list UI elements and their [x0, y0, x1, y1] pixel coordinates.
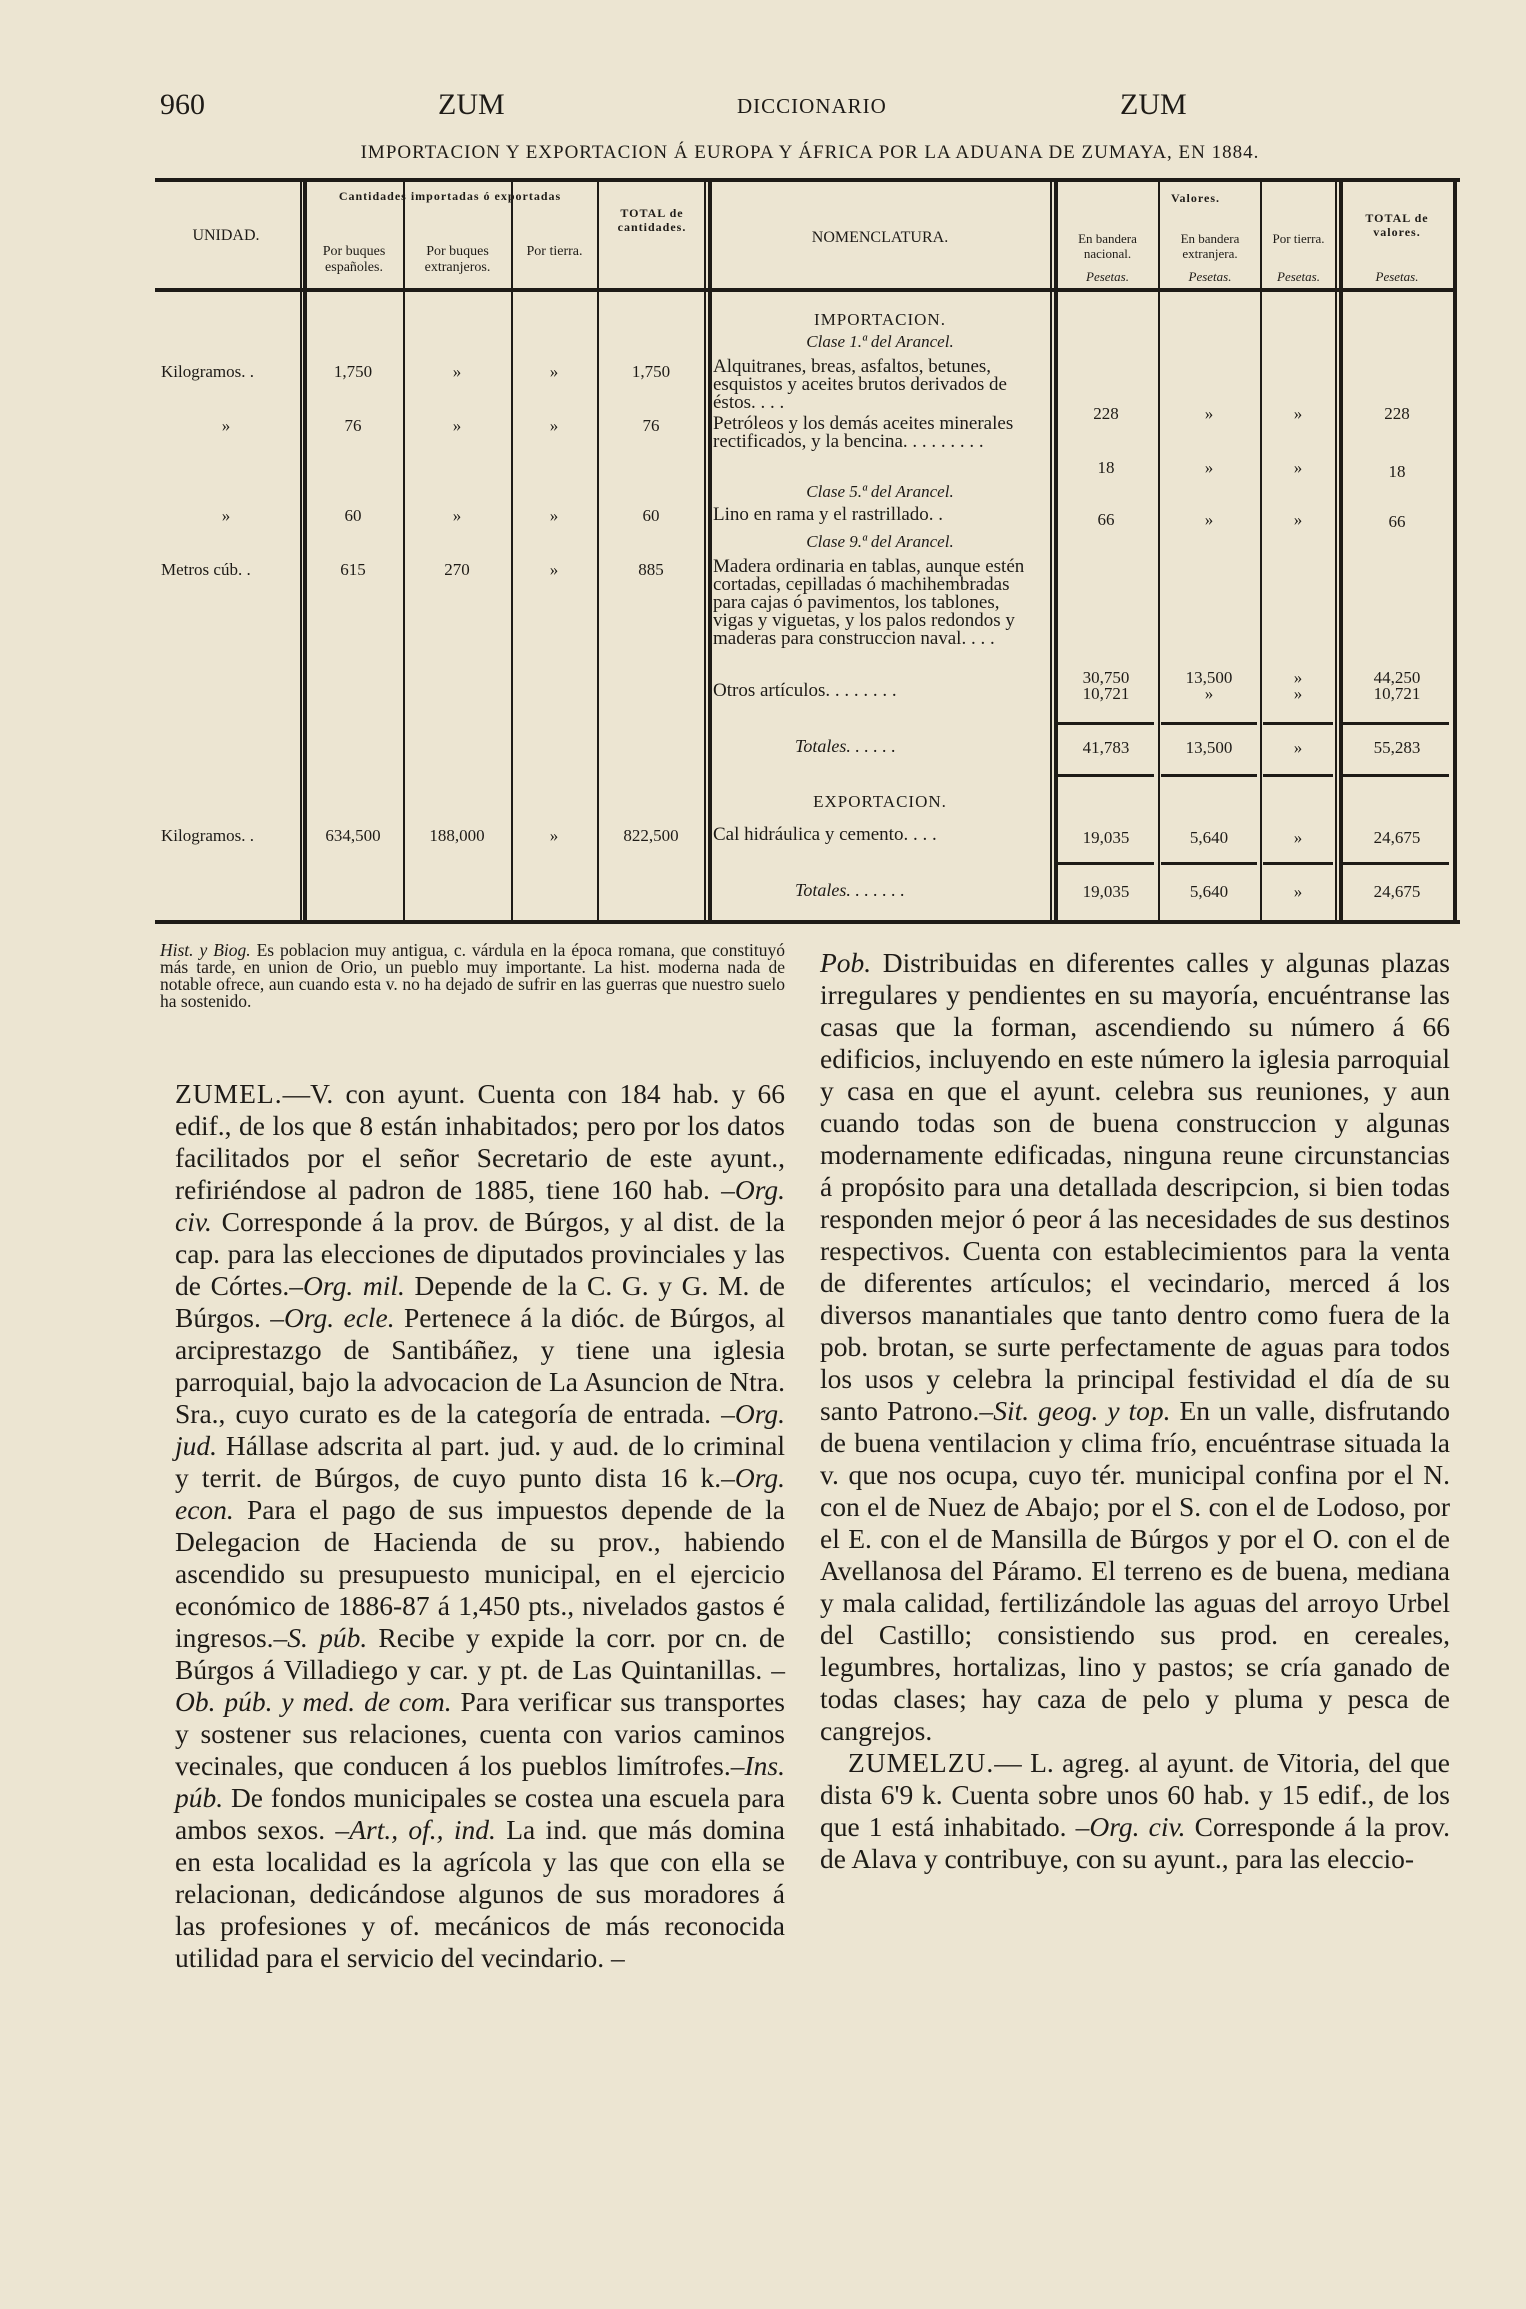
totals-label: Totales. . . . . . [795, 736, 896, 756]
section-label: Org. civ. [1089, 1811, 1186, 1842]
cell-total: 822,500 [623, 826, 679, 845]
total-value: 19,035 [1082, 882, 1130, 901]
cell-nomenclatura: Alquitranes, breas, asfaltos, betunes, esquistos y aceites brutos derivados de éstos. . . . [713, 356, 1007, 413]
col-divider [1339, 182, 1343, 920]
totals-rule [1343, 774, 1449, 777]
col-divider [1453, 182, 1457, 920]
entry-text: Pertenece á la dióc. de Búrgos, al arciprestazgo de Santibáñez, y tiene una iglesia parroquial, bajo la advocacion de La Asuncion de Ntra. Sra., cuyo curato es de la categoría de entrada. – [175, 1302, 785, 1429]
col-divider [704, 182, 706, 920]
totals-rule [1058, 722, 1154, 725]
header-unidad: UNIDAD. [192, 227, 260, 244]
section-exportacion: EXPORTACION. [813, 792, 947, 811]
history-note [160, 942, 785, 1010]
cell-total: 1,750 [631, 362, 671, 381]
cell-total: 60 [642, 506, 660, 525]
cell-unidad: Metros cúb. . [161, 560, 251, 579]
cell-nomenclatura: Petróleos y los demás aceites minerales rectificados, y la bencina. . . . . . . . . [713, 413, 1014, 452]
cell-value-total: 10,721 [1373, 684, 1421, 703]
total-value: 24,675 [1373, 882, 1421, 901]
col-divider [1260, 182, 1262, 920]
header-por-tierra: Por tierra. [526, 244, 583, 259]
totals-rule [1058, 862, 1154, 865]
col-divider [403, 182, 405, 920]
cell-value: » [1204, 510, 1214, 529]
table-caption: IMPORTACION Y EXPORTACION Á EUROPA Y ÁFRICA POR LA ADUANA DE ZUMAYA, EN 1884. [360, 142, 1260, 163]
cell-value: 13,500 [1185, 668, 1233, 687]
cell-value: » [1293, 684, 1303, 703]
cell-value: » [1204, 404, 1214, 423]
entry-text: Para verificar sus transportes y sostener sus relaciones, cuenta con varios caminos vecinales, que conducen á los pueblos limítrofes.– [175, 1686, 785, 1781]
clase-label: Clase 5.ª del Arancel. [806, 482, 954, 501]
col-divider [597, 182, 599, 920]
total-value: » [1293, 738, 1303, 757]
col-divider [1050, 182, 1052, 920]
header-total-valores: TOTAL de valores. [1365, 211, 1429, 239]
entry-text: En un valle, disfrutando de buena ventilacion y clima frío, encuéntrase situada la v. que nos ocupa, cuyo tér. municipal confina por el N. con el de Nuez de Abajo; por el S. con el de Lodoso, por el E. con el de Mansilla de Búrgos y por el O. con el de Avellanosa del Páramo. El terreno es de buena, mediana y mala calidad, fertilizándole las aguas del arroyo Urbel del Castillo; consistiendo sus prod. en cereales, legumbres, hortalizas, lino y pastos; se cría ganado de todas clases; hay caza de pelo y pluma y pesca de cangrejos. [820, 1395, 1450, 1746]
cell-quantity: 188,000 [429, 826, 485, 845]
entry-text: La ind. que más domina en esta localidad es la agrícola y las que con ella se relacionan, dedicándose algunos de sus moradores á las profesiones y of. mecánicos de más reconocida utilidad para el servicio del vecindario. – [175, 1814, 786, 1973]
cell-quantity: 1,750 [333, 362, 373, 381]
header-valores-tierra: Por tierra. [1272, 231, 1325, 246]
cell-value-total: 18 [1388, 462, 1406, 481]
totals-label: Totales. . . . . . . [795, 880, 905, 900]
cell-value: » [1293, 510, 1303, 529]
cell-quantity: 60 [344, 506, 362, 525]
header-buques-extranjeros: Por buques extranjeros. [424, 244, 491, 276]
totals-rule [1161, 722, 1257, 725]
cell-total: 885 [638, 560, 664, 579]
cell-value: » [1293, 404, 1303, 423]
entry-text: De fondos municipales se costea una escuela para ambos sexos. – [175, 1782, 785, 1845]
cell-value: » [1204, 458, 1214, 477]
header-pesetas: Pesetas. [1188, 269, 1232, 284]
cell-value: 5,640 [1189, 828, 1229, 847]
header-rule [155, 291, 1455, 292]
header-valores: Valores. [1170, 191, 1220, 205]
history-text: Es poblacion muy antigua, c. várdula en la época romana, que constituyó más tarde, en union de Orio, un pueblo muy importante. La hist. moderna nada de notable ofrece, aun cuando esta v. no ha dejado de sufrir en las guerras que nuestro suelo ha sostenido. [160, 940, 786, 1011]
cell-total: 76 [642, 416, 660, 435]
cell-value: 30,750 [1082, 668, 1130, 687]
entry-text: Hállase adscrita al part. jud. y aud. de lo criminal y territ. de Búrgos, de cuyo punto dista 16 k.– [175, 1430, 785, 1493]
section-label: Org. civ. [175, 1174, 785, 1237]
page-number: 960 [160, 88, 205, 121]
col-divider [303, 182, 307, 920]
header-right-word: ZUM [1120, 88, 1187, 121]
entry-zumel-continued [820, 947, 1450, 1747]
cell-value-total: 24,675 [1373, 828, 1421, 847]
entry-zumelzu [820, 1747, 1450, 1875]
cell-unidad: » [221, 506, 231, 525]
total-value: 13,500 [1185, 738, 1233, 757]
cell-nomenclatura: Madera ordinaria en tablas, aunque estén cortadas, cepilladas ó machihembradas para cajas ó pavimentos, los tablones, vigas y viguetas, y los palos redondos y maderas para construccion naval. . . . [713, 556, 1025, 649]
customs-table [155, 178, 1460, 924]
cell-quantity: 76 [344, 416, 362, 435]
entry-text: —V. con ayunt. Cuenta con 184 hab. y 66 edif., de los que 8 están inhabitados; pero por los datos facilitados por el señor Secretario de este ayunt., refiriéndose al padron de 1885, tiene 160 hab. – [175, 1078, 785, 1205]
entry-text: Para el pago de sus impuestos depende de la Delegacion de Hacienda de su prov., habiendo ascendido su presupuesto municipal, en el ejercicio económico de 1886-87 á 1,450 pts., nivelados gastos é ingresos.– [175, 1494, 785, 1653]
cell-quantity: 615 [340, 560, 366, 579]
section-label: Sit. geog. y top. [993, 1395, 1171, 1426]
running-header [160, 88, 1460, 128]
entry-text: Depende de la C. G. y G. M. de Búrgos. – [175, 1270, 785, 1333]
header-bandera-extranjera: En bandera extranjera. [1180, 231, 1240, 261]
totals-rule [1263, 774, 1333, 777]
col-divider [1158, 182, 1160, 920]
total-value: 5,640 [1189, 882, 1229, 901]
entry-title: ZUMEL. [175, 1078, 283, 1109]
cell-nomenclatura: Cal hidráulica y cemento. . . . [713, 824, 937, 845]
section-label: Org. ecle. [283, 1302, 395, 1333]
totals-rule [1161, 774, 1257, 777]
section-label: Org. mil. [303, 1270, 405, 1301]
cell-value-total: 66 [1388, 512, 1406, 531]
section-label: Pob. [820, 947, 872, 978]
section-label: Ob. púb. y med. de com. [175, 1686, 452, 1717]
cell-nomenclatura: Lino en rama y el rastrillado. . [713, 504, 944, 525]
header-total-cantidades: TOTAL de cantidades. [617, 206, 687, 234]
totals-rule [1263, 722, 1333, 725]
cell-quantity: » [549, 416, 559, 435]
entry-zumel [175, 1078, 785, 1974]
cell-value-total: 44,250 [1373, 668, 1421, 687]
cell-quantity: 270 [444, 560, 470, 579]
cell-quantity: 634,500 [325, 826, 381, 845]
cell-unidad: » [221, 416, 231, 435]
entry-title: ZUMELZU. [848, 1747, 995, 1778]
total-value: 55,283 [1373, 738, 1421, 757]
section-label: S. púb. [287, 1622, 368, 1653]
cell-value: 19,035 [1082, 828, 1130, 847]
header-pesetas: Pesetas. [1086, 269, 1129, 284]
cell-quantity: » [549, 826, 559, 845]
cell-quantity: » [452, 416, 462, 435]
total-value: 41,783 [1082, 738, 1130, 757]
header-title: DICCIONARIO [737, 94, 887, 118]
cell-quantity: » [452, 362, 462, 381]
totals-rule [1058, 774, 1154, 777]
cell-value: 10,721 [1082, 684, 1130, 703]
totals-rule [1343, 722, 1449, 725]
cell-unidad: Kilogramos. . [161, 362, 255, 381]
section-label: Org. econ. [175, 1462, 785, 1525]
header-nomenclatura: NOMENCLATURA. [811, 229, 949, 246]
clase-label: Clase 9.ª del Arancel. [806, 532, 954, 551]
header-buques-espanoles: Por buques españoles. [322, 244, 386, 276]
header-pesetas: Pesetas. [1375, 269, 1419, 284]
cell-value-total: 228 [1384, 404, 1410, 423]
cell-value: 18 [1097, 458, 1115, 477]
cell-value: 66 [1097, 510, 1115, 529]
section-importacion: IMPORTACION. [814, 310, 946, 329]
col-divider [1335, 182, 1337, 920]
cell-quantity: » [452, 506, 462, 525]
section-label: Art., of., ind. [349, 1814, 496, 1845]
cell-nomenclatura: Otros artículos. . . . . . . . [713, 680, 897, 701]
entry-text: Corresponde á la prov. de Alava y contribuye, con su ayunt., para las eleccio- [820, 1811, 1450, 1874]
text-column-left [175, 1078, 785, 1974]
col-divider [300, 182, 302, 920]
total-value: » [1293, 882, 1303, 901]
entry-text: Recibe y expide la corr. por cn. de Búrgos á Villadiego y car. y pt. de Las Quintanillas. – [175, 1622, 786, 1685]
cell-value: » [1293, 668, 1303, 687]
col-divider [511, 182, 513, 920]
text-column-right [820, 947, 1450, 1875]
clase-label: Clase 1.ª del Arancel. [806, 332, 954, 351]
header-pesetas: Pesetas. [1277, 269, 1320, 284]
entry-text: — L. agreg. al ayunt. de Vitoria, del que dista 6'9 k. Cuenta sobre unos 60 hab. y 15 edif., de los que 1 está inhabitado. – [820, 1747, 1450, 1842]
history-label: Hist. y Biog. [160, 940, 251, 960]
entry-text: Corresponde á la prov. de Búrgos, y al dist. de la cap. para las elecciones de diputados provinciales y las de Córtes.– [175, 1206, 785, 1301]
cell-quantity: » [549, 506, 559, 525]
section-label: Org. jud. [175, 1398, 785, 1461]
entry-text: Distribuidas en diferentes calles y algunas plazas irregulares y pendientes en su mayoría, encuéntranse las casas que la forman, ascendiendo su número á 66 edificios, incluyendo en este número la iglesia parroquial y casa en que el ayunt. celebra sus reuniones, y aun cuando todas son de buena construccion y algunas modernamente edificadas, ninguna reune circunstancias á propósito para una detallada descripcion, si bien todas responden mejor ó peor á las necesidades de sus destinos respectivos. Cuenta con establecimientos para la venta de diferentes artículos; el vecindario, merced á los diversos manantiales que tanto dentro como fuera de la pob. brotan, se surte perfectamente de aguas para todos los usos y celebra la principal festividad el día de su santo Patrono.– [820, 947, 1450, 1426]
section-label: Ins. púb. [175, 1750, 785, 1813]
totals-rule [1161, 862, 1257, 865]
header-left-word: ZUM [438, 88, 505, 121]
cell-unidad: Kilogramos. . [161, 826, 255, 845]
cell-value: 228 [1093, 404, 1119, 423]
totals-rule [1343, 862, 1449, 865]
cell-value: » [1293, 828, 1303, 847]
cell-value: » [1293, 458, 1303, 477]
col-divider [1054, 182, 1058, 920]
header-bandera-nacional: En bandera nacional. [1078, 231, 1137, 261]
cell-quantity: » [549, 362, 559, 381]
cell-value: » [1204, 684, 1214, 703]
totals-rule [1263, 862, 1333, 865]
cell-quantity: » [549, 560, 559, 579]
header-cantidades: Cantidades importadas ó exportadas [338, 189, 562, 203]
